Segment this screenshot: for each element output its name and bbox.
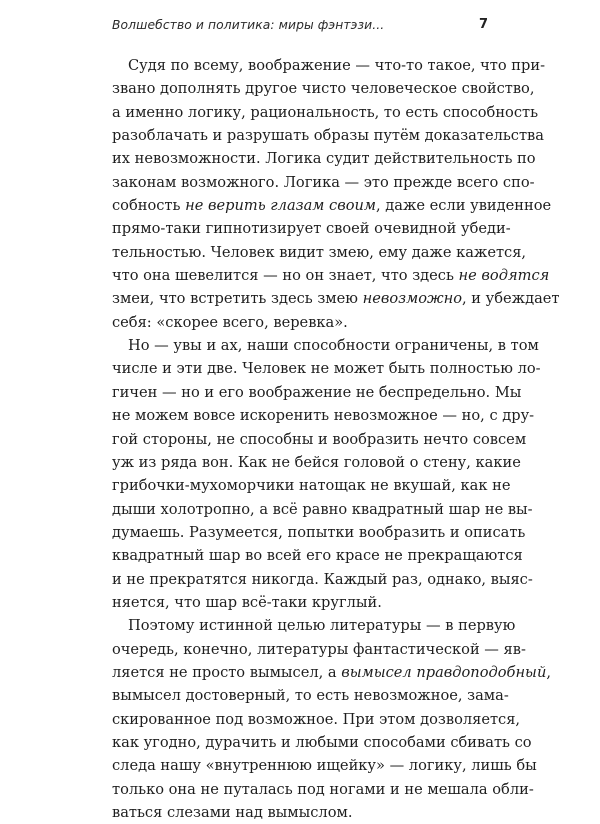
text-run: что она шевелится — но он знает, что здесь bbox=[112, 267, 459, 285]
text-run: а именно логику, рациональность, то есть способность bbox=[112, 103, 539, 121]
text-line bbox=[112, 568, 533, 591]
text-run: Судя по всему, воображение — что-то такое, что при- bbox=[128, 57, 546, 74]
text-run: следа нашу «внутреннюю ищейку» — логику, лишь бы bbox=[112, 757, 537, 775]
text-line bbox=[112, 778, 534, 801]
text-run: Но — увы и ах, наши способности ограничены, в том bbox=[128, 337, 539, 355]
text-run: уж из ряда вон. Как не бейся головой о стену, какие bbox=[112, 453, 521, 471]
text-run: ваться слезами над вымыслом. bbox=[112, 804, 353, 821]
text-line bbox=[112, 101, 539, 124]
text-run: только она не путалась под ногами и не мешала обли- bbox=[112, 780, 534, 798]
text-line bbox=[112, 194, 552, 217]
text-line bbox=[112, 147, 536, 170]
paragraph bbox=[112, 614, 551, 824]
text-line bbox=[112, 287, 560, 310]
text-line bbox=[112, 801, 488, 824]
italic-phrase: не водятся bbox=[458, 267, 550, 285]
text-line bbox=[112, 171, 535, 194]
text-run: себя: «скорее всего, веревка». bbox=[112, 313, 348, 331]
text-run: гичен — но и его воображение не беспредельно. Мы bbox=[112, 383, 522, 401]
text-line bbox=[112, 614, 516, 637]
text-line bbox=[112, 381, 522, 404]
italic-phrase: невозможно bbox=[362, 290, 463, 308]
paragraph bbox=[112, 334, 541, 614]
text-line bbox=[112, 754, 537, 777]
text-line bbox=[112, 638, 526, 661]
text-run: и не прекратятся никогда. Каждый раз, однако, выяс- bbox=[112, 570, 533, 588]
text-run: законам возможного. Логика — это прежде всего спо- bbox=[112, 173, 535, 191]
text-run: вымысел достоверный, то есть невозможное, зама- bbox=[112, 687, 509, 705]
italic-phrase: вымысел правдоподобный bbox=[341, 663, 547, 681]
text-run: , и убеждает bbox=[462, 290, 560, 308]
text-line bbox=[112, 77, 535, 100]
text-line bbox=[112, 544, 523, 567]
text-line bbox=[112, 684, 509, 707]
text-run: ляется не просто вымысел, а bbox=[112, 663, 342, 681]
text-run: тельностью. Человек видит змею, ему даже кажется, bbox=[112, 243, 527, 261]
text-run: гой стороны, не способны и вообразить нечто совсем bbox=[112, 430, 527, 448]
text-line bbox=[112, 591, 488, 614]
text-run: звано дополнять другое чисто человеческое свойство, bbox=[112, 80, 535, 98]
text-line bbox=[112, 731, 532, 754]
text-line bbox=[112, 474, 511, 497]
text-run: очередь, конечно, литературы фантастической — яв- bbox=[112, 640, 526, 658]
text-line bbox=[112, 54, 546, 77]
page-number: 7 bbox=[478, 17, 488, 32]
text-line bbox=[112, 311, 488, 334]
text-run: прямо-таки гипнотизирует своей очевидной убеди- bbox=[112, 220, 511, 238]
text-run: змеи, что встретить здесь змею bbox=[112, 290, 363, 308]
text-run: няется, что шар всё-таки круглый. bbox=[112, 593, 382, 611]
text-run: , bbox=[546, 663, 551, 681]
text-line bbox=[112, 661, 551, 684]
text-run: не можем вовсе искоренить невозможное — но, с дру- bbox=[112, 407, 535, 425]
text-run: собность bbox=[112, 197, 186, 215]
text-line bbox=[112, 124, 544, 147]
text-line bbox=[112, 334, 539, 357]
text-line bbox=[112, 451, 521, 474]
paragraph bbox=[112, 54, 560, 334]
text-line bbox=[112, 357, 541, 380]
text-line bbox=[112, 521, 526, 544]
running-header bbox=[112, 17, 488, 37]
text-run: дыши холотропно, а всё равно квадратный шар не вы- bbox=[112, 500, 533, 518]
text-line bbox=[112, 708, 521, 731]
text-line bbox=[112, 498, 533, 521]
text-run: скированное под возможное. При этом дозволяется, bbox=[112, 710, 521, 728]
text-run: , даже если увиденное bbox=[376, 197, 552, 215]
text-run: как угодно, дурачить и любыми способами сбивать со bbox=[112, 733, 532, 751]
text-run: думаешь. Разумеется, попытки вообразить и описать bbox=[112, 523, 526, 541]
text-run: квадратный шар во всей его красе не прекращаются bbox=[112, 547, 523, 565]
text-run: разоблачать и разрушать образы путём доказательства bbox=[112, 127, 544, 145]
text-run: числе и эти две. Человек не может быть полностью ло- bbox=[112, 360, 541, 378]
text-run: их невозможности. Логика судит действительность по bbox=[112, 150, 536, 168]
text-line bbox=[112, 217, 511, 240]
text-line bbox=[112, 241, 527, 264]
text-line bbox=[112, 404, 535, 427]
text-line bbox=[112, 264, 550, 287]
running-title: Волшебство и политика: миры фэнтэзи... bbox=[112, 18, 385, 32]
text-run: грибочки-мухоморчики натощак не вкушай, как не bbox=[112, 477, 511, 495]
text-run: Поэтому истинной целью литературы — в первую bbox=[128, 617, 516, 635]
italic-phrase: не верить глазам своим bbox=[185, 197, 376, 215]
body-text bbox=[112, 54, 560, 824]
text-line bbox=[112, 428, 527, 451]
